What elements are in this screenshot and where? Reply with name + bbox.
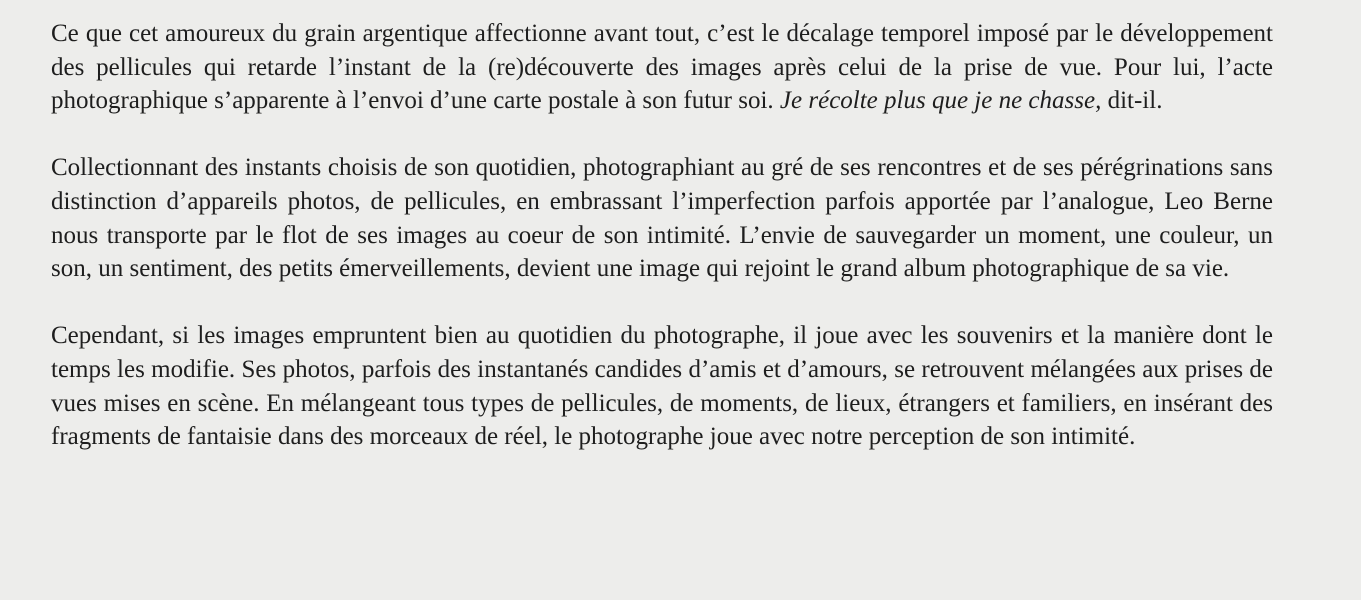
paragraph-1-tail: dit-il. (1107, 87, 1163, 115)
paragraph-3: Cependant, si les images empruntent bien au quotidien du photographe, il joue avec les souvenirs et la manière dont le temps les modifie. Ses photos, parfois des instantanés candides d’amis et d’amours, se retrouvent mélangées aux prises de vues mises en scène. En mélangeant tous types de pellicules, de moments, de lieux, étrangers et familiers, en insérant des fragments de fantaisie dans des morceaux de réel, le photographe joue avec notre perception de son intimité. (51, 322, 1273, 451)
paragraph-2: Collectionnant des instants choisis de son quotidien, photographiant au gré de ses rencontres et de ses pérégrinations sans distinction d’appareils photos, de pellicules, en embrassant l’imperfection parfois apportée par l’analogue, Leo Berne nous transporte par le flot de ses images au coeur de son intimité. L’envie de sauvegarder un moment, une couleur, un son, un sentiment, des petits émerveillements, devient une image qui rejoint le grand album photographique de sa vie. (51, 154, 1273, 283)
paragraph-1 (51, 17, 1273, 118)
paragraph-1-quote: Je récolte plus que je ne chasse, (779, 87, 1102, 115)
paragraph-1-lead: Ce que cet amoureux du grain argentique affectionne avant tout, c’est le décalage temporel imposé par le développement des pellicules qui retarde l’instant de la (re)découverte des images après celui de la prise de vue. Pour lui, l’acte photographique s’apparente à l’envoi d’une carte postale à son futur soi. (51, 20, 1273, 115)
